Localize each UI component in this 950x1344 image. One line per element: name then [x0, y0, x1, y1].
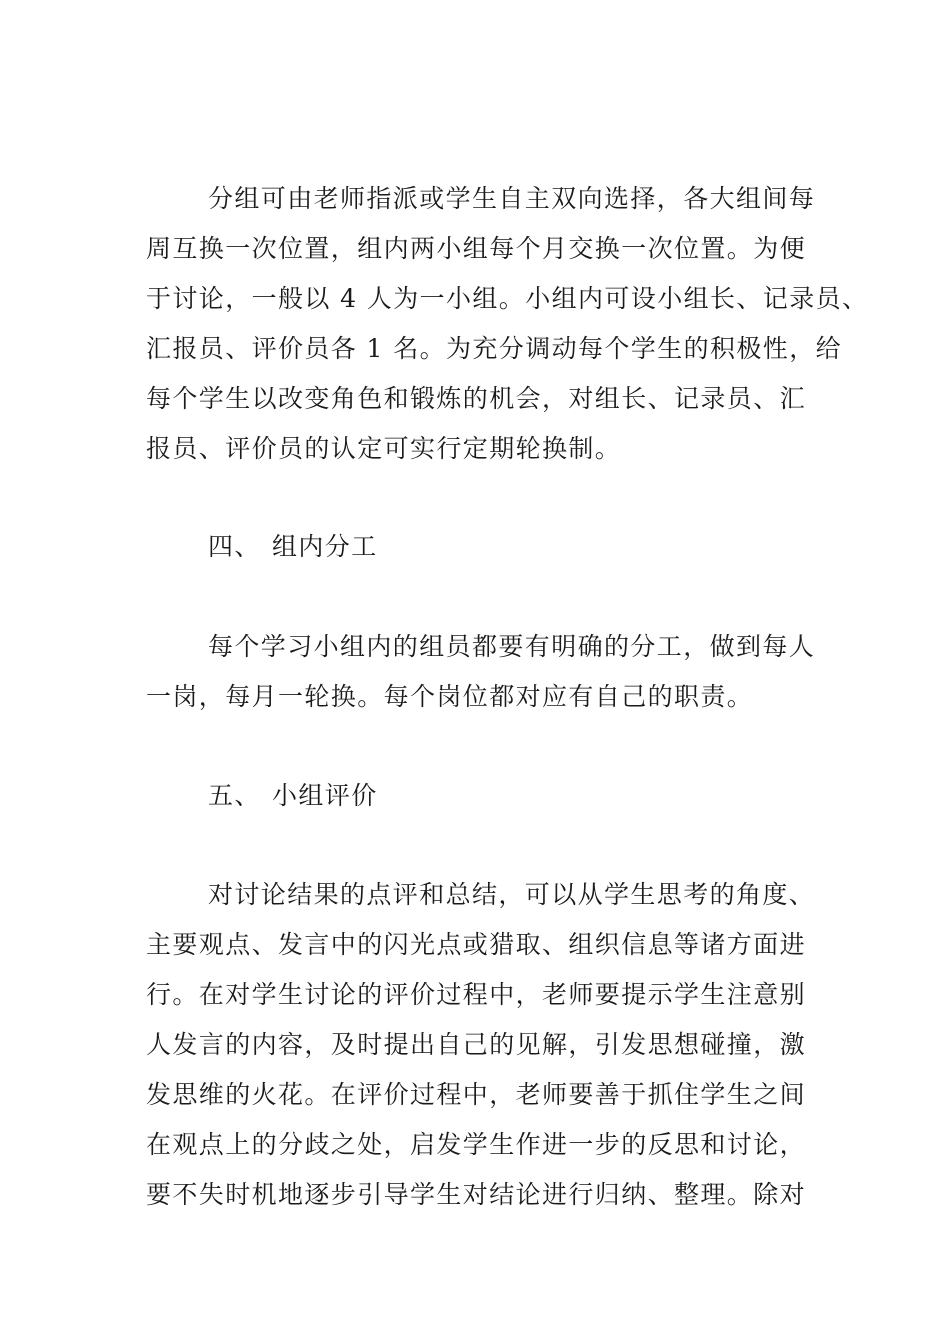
paragraph-line: 汇报员、评价员各 1 名。为充分调动每个学生的积极性，给 [146, 334, 843, 363]
section-heading-5 [208, 781, 378, 811]
paragraph-line: 发思维的火花。在评价过程中，老师要善于抓住学生之间 [146, 1080, 807, 1109]
paragraph-line: 一岗，每月一轮换。每个岗位都对应有自己的职责。 [146, 682, 754, 711]
paragraph-line: 对讨论结果的点评和总结，可以从学生思考的角度、 [208, 880, 816, 909]
paragraph-line: 主要观点、发言中的闪光点或猎取、组织信息等诸方面进 [146, 930, 807, 959]
paragraph-line: 行。在对学生讨论的评价过程中，老师要提示学生注意别 [146, 980, 807, 1009]
paragraph-line: 报员、评价员的认定可实行定期轮换制。 [146, 434, 622, 463]
section-number: 四、 [208, 532, 261, 561]
section-heading-4 [208, 532, 378, 562]
paragraph-line: 在观点上的分歧之处，启发学生作进一步的反思和讨论， [146, 1130, 807, 1159]
paragraph-line: 周互换一次位置，组内两小组每个月交换一次位置。为便 [146, 234, 807, 263]
paragraph-line: 每个学生以改变角色和锻炼的机会，对组长、记录员、汇 [146, 384, 807, 413]
section-number: 五、 [208, 781, 261, 810]
paragraph-line: 分组可由老师指派或学生自主双向选择，各大组间每 [208, 184, 816, 213]
paragraph-line: 要不失时机地逐步引导学生对结论进行归纳、整理。除对 [146, 1180, 807, 1209]
paragraph-line: 每个学习小组内的组员都要有明确的分工，做到每人 [208, 632, 816, 661]
section-title: 组内分工 [272, 532, 378, 561]
section-title: 小组评价 [272, 781, 378, 810]
paragraph-line: 人发言的内容，及时提出自己的见解，引发思想碰撞，激 [146, 1030, 807, 1059]
paragraph-line: 于讨论，一般以 4 人为一小组。小组内可设小组长、记录员、 [146, 284, 869, 313]
